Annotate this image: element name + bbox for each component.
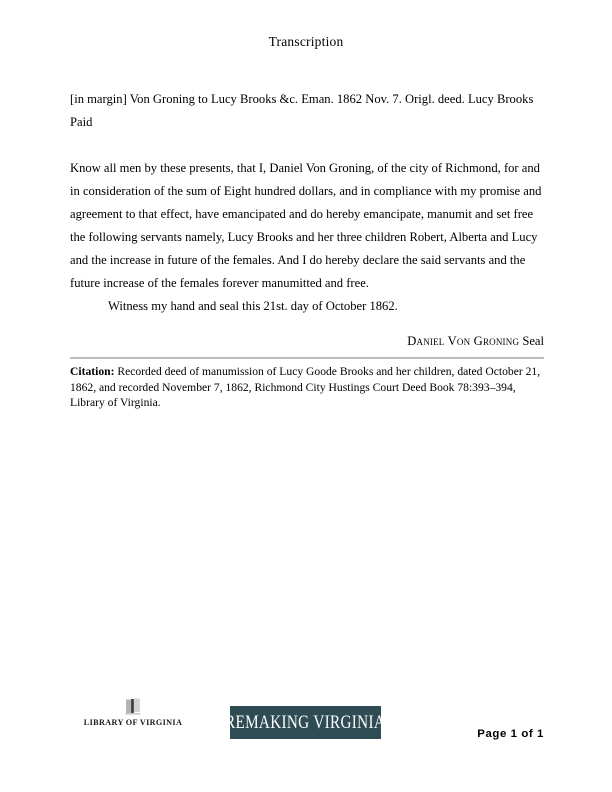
witness-line: Witness my hand and seal this 21st. day of October 1862. — [108, 299, 398, 313]
deed-body-text: Know all men by these presents, that I, Daniel Von Groning, of the city of Richmond, for and in consideration of the sum of Eight hundred dollars, and in compliance with my promise and agreement to that effect, have emancipated and do hereby emancipate, manumit and set free the following servants namely, Lucy Brooks and her three children Robert, Alberta and Lucy and the increase in future of the females. And I do hereby declare the said servants and the future increase of the females forever manumitted and free. — [70, 161, 542, 290]
citation-block — [70, 364, 544, 411]
citation-divider — [70, 357, 544, 359]
margin-note: [in margin] Von Groning to Lucy Brooks &c. Eman. 1862 Nov. 7. Origl. deed. Lucy Brooks Paid — [70, 92, 534, 129]
remaking-virginia-banner — [225, 706, 386, 739]
citation-text: Recorded deed of manumission of Lucy Goode Brooks and her children, dated October 21, 1862, and recorded November 7, 1862, Richmond City Hustings Court Deed Book 78:393–394, Library of Virginia. — [70, 365, 541, 410]
remaking-virginia-label: REMAKING VIRGINIA — [225, 711, 386, 733]
book-icon — [125, 698, 141, 716]
library-of-virginia-label: LIBRARY OF VIRGINIA — [83, 718, 183, 727]
citation-label: Citation: — [70, 365, 115, 378]
signature-name: Daniel Von Groning — [407, 334, 520, 348]
page-number: Page 1 of 1 — [477, 728, 544, 740]
page-title: Transcription — [268, 34, 344, 49]
library-of-virginia-logo — [73, 698, 193, 727]
transcription-content — [70, 88, 544, 353]
signature-seal-label: Seal — [522, 334, 544, 348]
signature-line — [70, 318, 544, 353]
